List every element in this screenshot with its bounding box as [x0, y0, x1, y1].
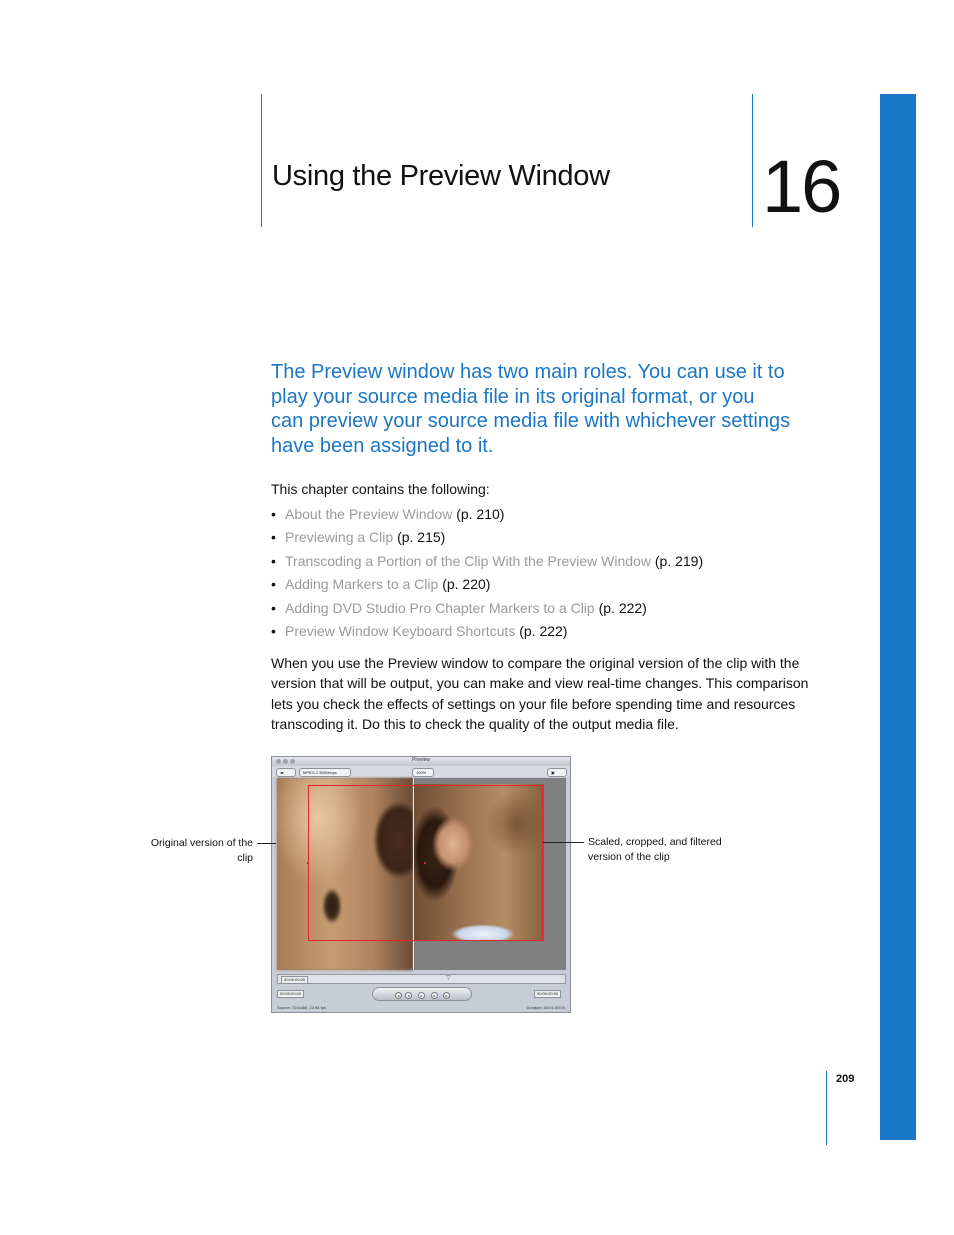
chapter-number: 16: [762, 145, 841, 228]
toc-page-ref: (p. 220): [442, 576, 491, 593]
go-to-start-icon: ◂: [395, 992, 402, 999]
toc-page-ref: (p. 222): [598, 599, 647, 616]
timecode-out: 00:00:00:00: [534, 990, 561, 998]
playhead-icon: ▽: [446, 975, 451, 981]
transport-controls: [272, 986, 570, 1002]
list-item: [271, 550, 703, 573]
window-title: Preview: [412, 757, 430, 763]
crop-handle-icon: [424, 862, 426, 864]
bullet-icon: •: [271, 576, 276, 593]
chapter-title: Using the Preview Window: [272, 160, 610, 192]
status-source: Source: 720x480, 23.98 fps: [277, 1005, 326, 1010]
zoom-popup: 100%: [412, 768, 434, 777]
nav-arrows-icon: ◂▸: [276, 768, 296, 777]
toc-page-ref: (p. 219): [654, 552, 704, 569]
preview-toolbar: [272, 766, 570, 777]
toc-page-ref: (p. 215): [397, 529, 446, 546]
page-number: 209: [836, 1073, 855, 1085]
transport-pill: [372, 987, 472, 1001]
toc-link[interactable]: Adding DVD Studio Pro Chapter Markers to a Clip: [285, 599, 595, 616]
chapter-intro: The Preview window has two main roles. You can use it to play your source media file in its original format, or you can preview your source media file with whichever settings have been assigned to it.: [271, 361, 791, 457]
toc-link[interactable]: Previewing a Clip: [285, 529, 394, 546]
list-item: [271, 503, 703, 526]
crop-handle-icon: [542, 862, 544, 864]
play-icon: ▸: [418, 992, 425, 999]
list-item: [271, 597, 703, 620]
chapter-contents-list: [271, 503, 703, 643]
bullet-icon: •: [271, 529, 276, 546]
bullet-icon: •: [271, 506, 276, 522]
crop-handle-icon: [307, 862, 309, 864]
body-paragraph: When you use the Preview window to compare the original version of the clip with the version that will be output, you can make and view real-time changes. This comparison lets you check the effects of settings on your file before spending time and resources transcoding it. Do this to check the quality of the output media file.: [271, 655, 809, 732]
toc-link[interactable]: Adding Markers to a Clip: [285, 576, 439, 593]
callout-leader-right: [543, 842, 584, 843]
video-viewer: [277, 778, 566, 970]
toc-page-ref: (p. 222): [519, 622, 568, 639]
callout-processed: Scaled, cropped, and filtered version of the clip: [588, 836, 722, 863]
preview-window-figure: [271, 756, 571, 1013]
title-left-rule: [261, 94, 262, 227]
number-left-rule: [752, 94, 753, 227]
callout-leader-left: [257, 843, 276, 844]
status-duration: Duration: 00:01:20:00: [526, 1005, 565, 1010]
toc-page-ref: (p. 210): [456, 506, 505, 522]
list-item: [271, 526, 703, 549]
bullet-icon: •: [271, 622, 276, 639]
bullet-icon: •: [271, 552, 276, 569]
view-toggle-icon: ▣: [547, 768, 567, 777]
page-number-rule: [826, 1071, 827, 1145]
toc-link[interactable]: About the Preview Window: [285, 506, 453, 522]
status-bar: [272, 1004, 570, 1012]
go-to-end-icon: ▸: [443, 992, 450, 999]
timecode-current: 00:00:00:00: [281, 976, 308, 984]
chapter-side-tab: [880, 94, 916, 1140]
setting-popup: MPEG-2 5000kbps: [299, 768, 351, 777]
timecode-in: 00:00:00:00: [277, 990, 304, 998]
contents-label: This chapter contains the following:: [271, 481, 490, 497]
timeline-scrubber: [277, 974, 566, 984]
toc-link[interactable]: Preview Window Keyboard Shortcuts: [285, 622, 516, 639]
bullet-icon: •: [271, 599, 276, 616]
toc-link[interactable]: Transcoding a Portion of the Clip With the Preview Window: [285, 552, 651, 569]
callout-original: Original version of the clip: [150, 837, 253, 864]
list-item: [271, 620, 703, 643]
step-back-icon: ◂: [405, 992, 412, 999]
list-item: [271, 573, 703, 596]
step-forward-icon: ▸: [431, 992, 438, 999]
